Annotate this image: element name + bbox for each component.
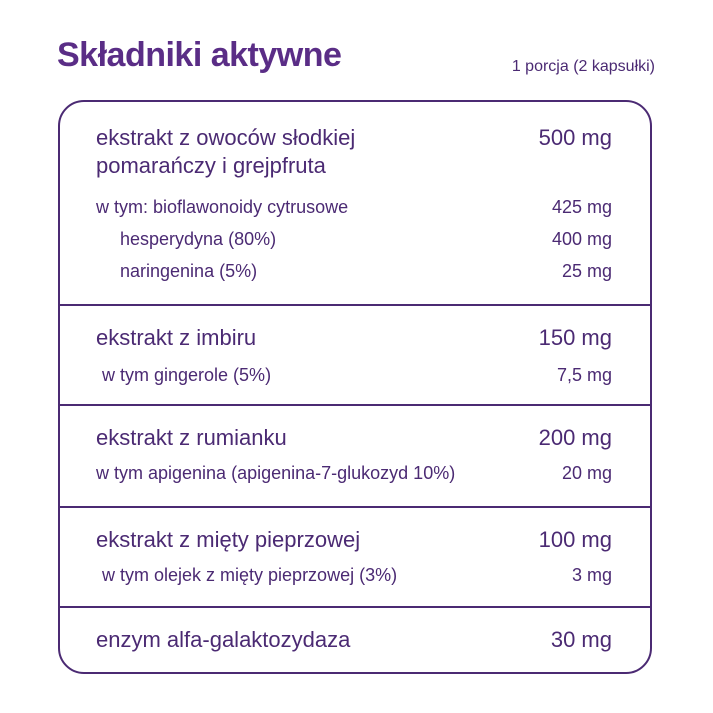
sub-ingredient-amount: 7,5 mg xyxy=(556,365,612,385)
ingredient-amount: 500 mg xyxy=(538,125,612,150)
ingredient-row-main xyxy=(96,626,612,654)
sub-ingredient-name: w tym: bioflawonoidy cytrusowe xyxy=(96,197,349,217)
ingredient-row-sub xyxy=(102,364,612,386)
ingredient-section-chamomile xyxy=(60,404,650,508)
ingredient-row-main xyxy=(96,424,612,452)
page-title: Składniki aktywne xyxy=(57,36,342,74)
ingredient-amount: 150 mg xyxy=(538,325,612,350)
ingredient-name: ekstrakt z rumianku xyxy=(96,425,287,450)
ingredient-name: ekstrakt z mięty pieprzowej xyxy=(96,527,361,552)
sub-ingredient-amount: 425 mg xyxy=(551,197,612,217)
sub-ingredient-name: w tym olejek z mięty pieprzowej (3%) xyxy=(102,565,398,585)
sub-ingredient-amount: 3 mg xyxy=(571,565,612,585)
ingredient-name: ekstrakt z imbiru xyxy=(96,325,257,350)
ingredient-section-peppermint xyxy=(60,506,650,608)
ingredient-section-enzyme xyxy=(60,606,650,674)
ingredient-amount: 100 mg xyxy=(538,527,612,552)
ingredient-row-sub xyxy=(102,564,612,586)
ingredient-section-citrus xyxy=(60,102,650,306)
ingredient-section-ginger xyxy=(60,304,650,406)
ingredient-row-sub xyxy=(96,462,612,484)
sub-ingredient-name: naringenina (5%) xyxy=(120,261,258,281)
serving-size-label: 1 porcja (2 kapsułki) xyxy=(511,58,655,75)
sub-ingredient-name: hesperydyna (80%) xyxy=(120,229,277,249)
sub-ingredient-amount: 25 mg xyxy=(561,261,612,281)
sub-ingredient-amount: 400 mg xyxy=(551,229,612,249)
sub-ingredient-name: w tym gingerole (5%) xyxy=(102,365,272,385)
ingredient-row-sub xyxy=(120,228,612,250)
ingredient-row-main xyxy=(96,526,612,554)
sub-ingredient-amount: 20 mg xyxy=(561,463,612,483)
ingredient-row-main xyxy=(96,324,612,352)
ingredient-name: ekstrakt z owoców słodkiej pomarańczy i grejpfruta xyxy=(96,125,356,178)
ingredients-table xyxy=(58,100,652,674)
ingredient-row-sub xyxy=(96,196,612,218)
ingredient-name: enzym alfa-galaktozydaza xyxy=(96,627,351,652)
ingredient-row-sub xyxy=(120,260,612,282)
ingredient-row-main xyxy=(96,124,612,180)
sub-ingredient-name: w tym apigenina (apigenina-7-glukozyd 10%) xyxy=(96,463,456,483)
ingredient-amount: 200 mg xyxy=(538,425,612,450)
ingredient-amount: 30 mg xyxy=(550,627,612,652)
